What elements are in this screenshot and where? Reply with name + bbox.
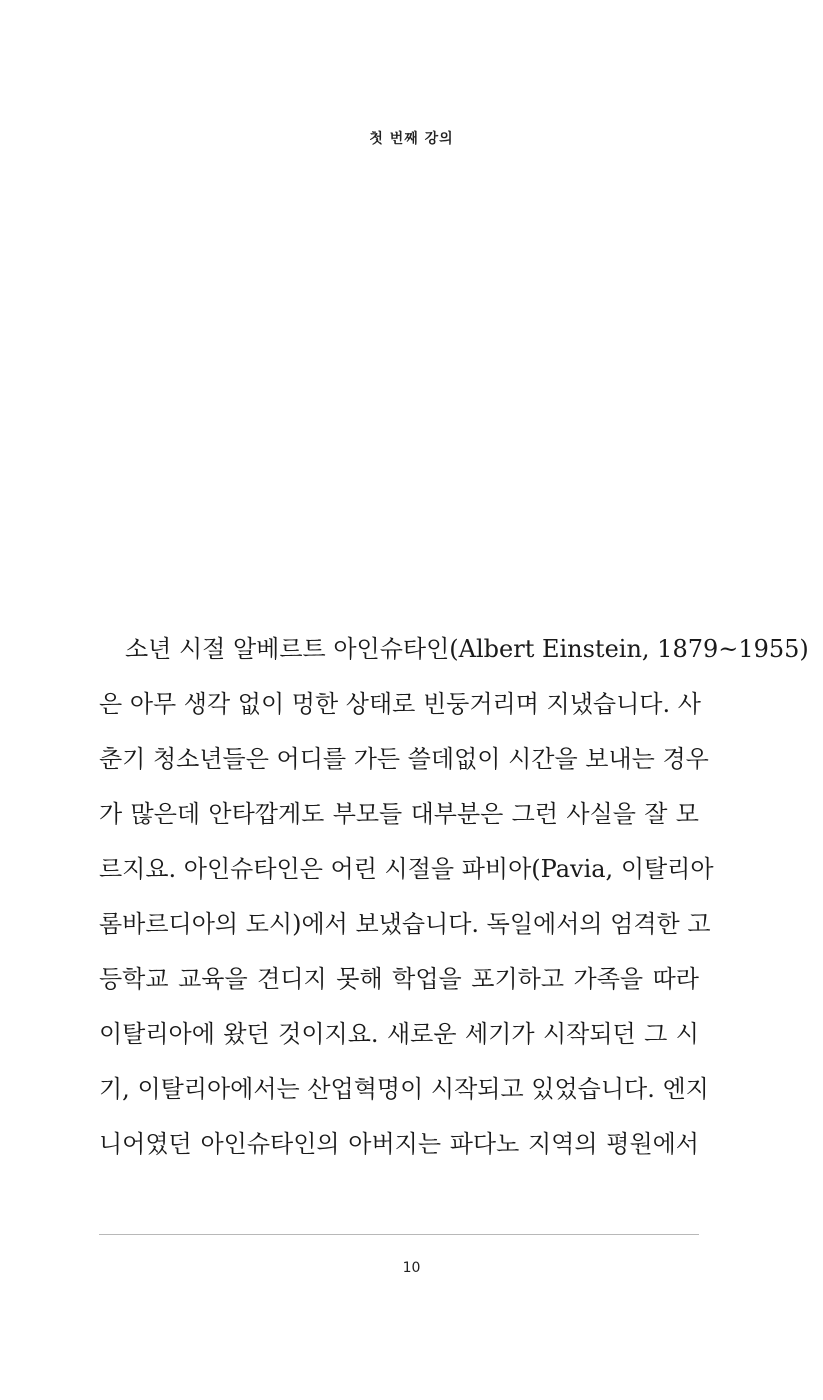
page-number: 10 bbox=[402, 1260, 421, 1276]
body-line: 르지요. 아인슈타인은 어린 시절을 파비아(Pavia, 이탈리아 bbox=[99, 855, 714, 883]
body-text bbox=[99, 622, 809, 1172]
body-line: 등학교 교육을 견디지 못해 학업을 포기하고 가족을 따라 bbox=[99, 965, 699, 993]
body-line: 롬바르디아의 도시)에서 보냈습니다. 독일에서의 엄격한 고 bbox=[99, 910, 711, 938]
body-line: 춘기 청소년들은 어디를 가든 쓸데없이 시간을 보내는 경우 bbox=[99, 745, 709, 773]
footer-divider bbox=[99, 1234, 699, 1235]
running-header: 첫 번째 강의 bbox=[369, 131, 454, 147]
body-line: 가 많은데 안타깝게도 부모들 대부분은 그런 사실을 잘 모 bbox=[99, 800, 699, 828]
body-line: 니어였던 아인슈타인의 아버지는 파다노 지역의 평원에서 bbox=[99, 1130, 699, 1158]
body-line: 기, 이탈리아에서는 산업혁명이 시작되고 있었습니다. 엔지 bbox=[99, 1075, 709, 1103]
body-line: 은 아무 생각 없이 멍한 상태로 빈둥거리며 지냈습니다. 사 bbox=[99, 690, 701, 718]
body-line: 이탈리아에 왔던 것이지요. 새로운 세기가 시작되던 그 시 bbox=[99, 1020, 699, 1048]
body-line: 소년 시절 알베르트 아인슈타인(Albert Einstein, 1879~1955) bbox=[125, 635, 809, 663]
